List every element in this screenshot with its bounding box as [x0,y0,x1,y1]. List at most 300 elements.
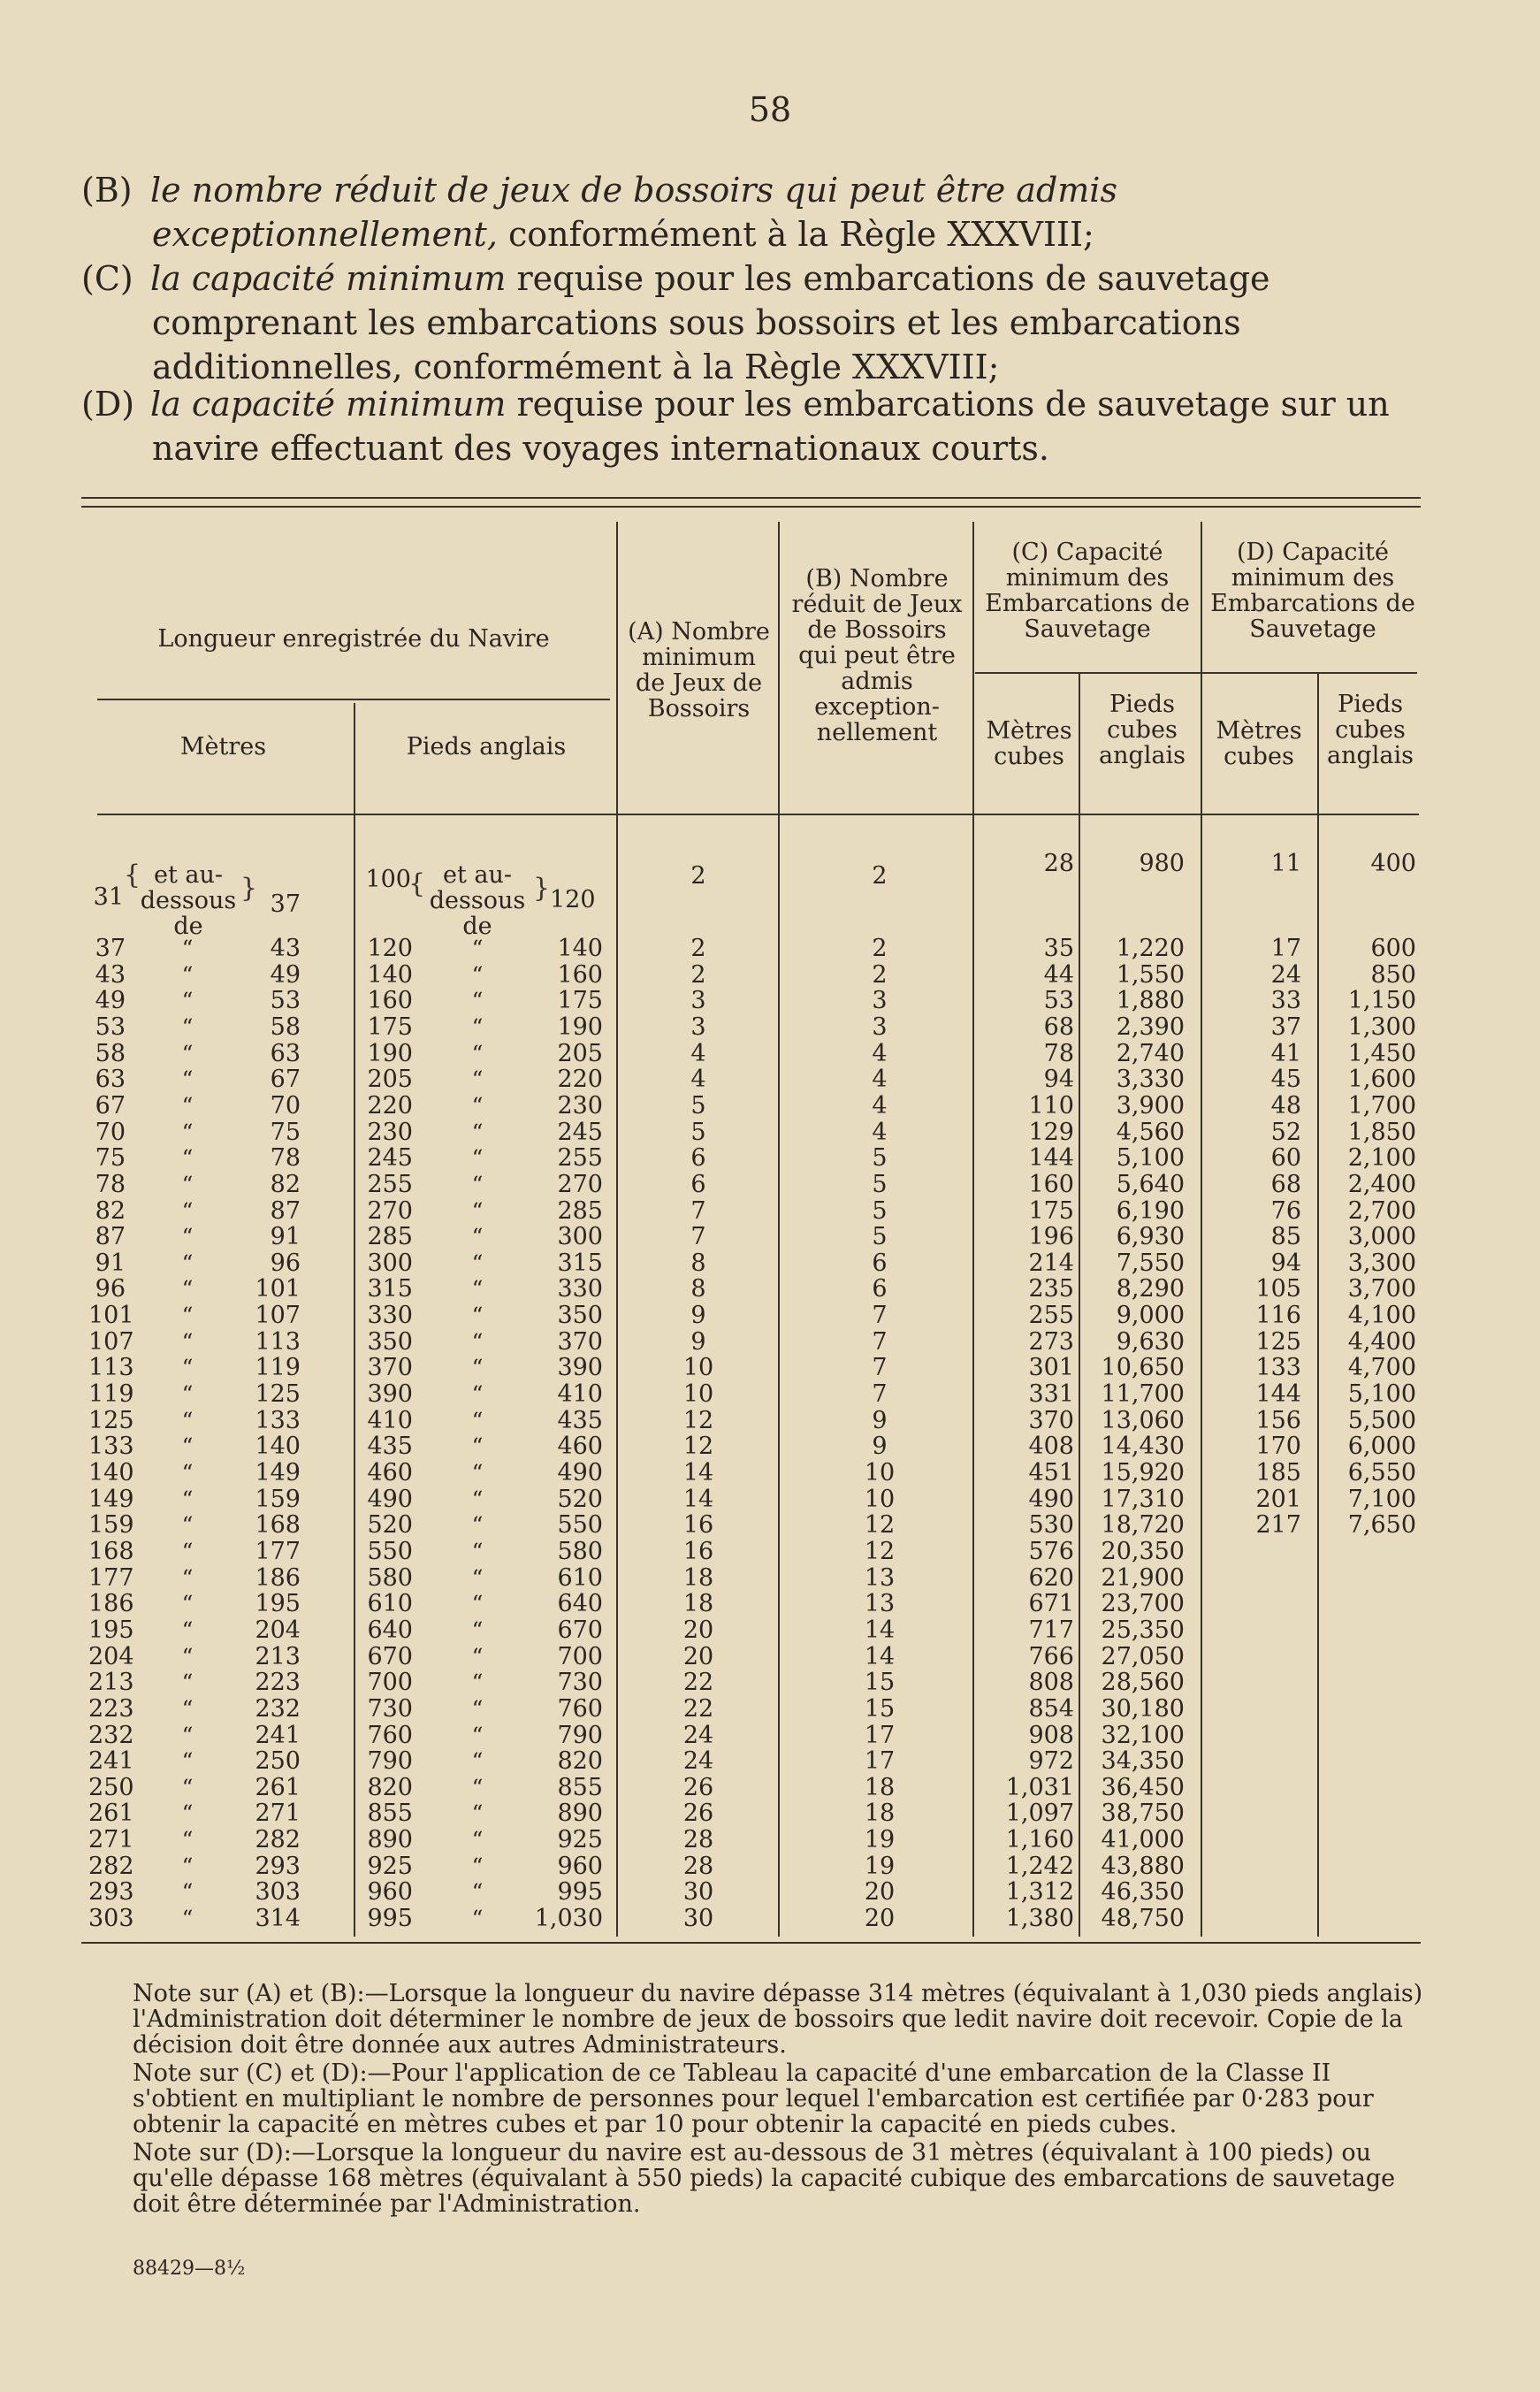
row-metres-from: 293 [88,1878,134,1906]
header-c-metres: Mètres cubes [986,717,1072,770]
header-longueur: Longueur enregistrée du Navire [157,625,550,653]
row-metres-to: 96 [270,1249,301,1277]
table-col-divider [616,522,618,1937]
row-c-metres: 854 [1028,1695,1074,1723]
row-ditto: “ [471,1381,484,1407]
row-col-b: 5 [872,1223,888,1250]
row-pieds-to: 205 [557,1040,603,1067]
row-c-pieds: 18,720 [1101,1511,1185,1539]
row-c-metres: 331 [1028,1380,1074,1408]
row-d-metres: 201 [1255,1486,1301,1513]
row-ditto: “ [181,1723,194,1748]
row-pieds-from: 790 [367,1747,413,1775]
row-pieds-from: 285 [367,1223,413,1250]
row-metres-from: 91 [95,1249,126,1277]
row-ditto: “ [471,1198,484,1224]
row-pieds-to: 730 [557,1669,603,1696]
first-row-col-a: 2 [690,862,706,890]
row-ditto: “ [471,1460,484,1486]
row-metres-from: 70 [95,1119,126,1146]
intro-paragraph-b [81,168,1434,256]
row-d-pieds: 4,100 [1347,1302,1416,1329]
row-metres-from: 140 [88,1459,134,1486]
row-pieds-from: 160 [367,987,413,1014]
row-col-a: 5 [690,1119,706,1146]
row-col-b: 5 [872,1171,888,1198]
intro-d-italic: la capacité minimum [150,385,507,424]
row-metres-to: 49 [270,961,301,989]
row-pieds-to: 520 [557,1486,603,1513]
row-metres-from: 96 [95,1275,126,1303]
row-ditto: “ [181,1670,194,1695]
row-d-metres: 156 [1255,1407,1301,1434]
row-c-metres: 1,242 [1005,1853,1074,1880]
brace-right-icon: } [240,873,258,904]
row-ditto: “ [181,1066,194,1092]
row-col-b: 7 [872,1354,888,1381]
row-c-pieds: 5,100 [1116,1144,1185,1172]
row-metres-from: 82 [95,1197,126,1225]
header-col-c: (C) Capacité minimum des Embarcations de Sauvetage [985,539,1190,643]
row-pieds-to: 995 [557,1878,603,1906]
intro-label-d: (D) [81,385,135,424]
row-metres-from: 186 [88,1590,134,1617]
row-ditto: “ [471,1591,484,1616]
row-pieds-from: 220 [367,1092,413,1120]
row-col-a: 20 [682,1616,714,1644]
row-col-a: 5 [690,1092,706,1120]
row-col-a: 14 [682,1459,714,1486]
row-col-a: 8 [690,1249,706,1277]
row-c-metres: 53 [1043,987,1074,1014]
header-c-pieds: Pieds cubes anglais [1099,691,1185,769]
row-c-metres: 451 [1028,1459,1074,1486]
first-row-c-pieds: 980 [1139,850,1185,877]
row-metres-from: 232 [88,1722,134,1749]
table-col-divider [972,522,974,1937]
row-col-a: 9 [690,1328,706,1356]
row-metres-to: 53 [270,987,301,1014]
row-pieds-from: 820 [367,1774,413,1801]
row-c-metres: 766 [1028,1643,1074,1670]
row-pieds-to: 245 [557,1119,603,1146]
row-c-pieds: 3,900 [1116,1092,1185,1120]
row-ditto: “ [471,1512,484,1538]
row-pieds-from: 140 [367,961,413,989]
row-metres-to: 159 [255,1486,301,1513]
row-c-pieds: 9,000 [1116,1302,1185,1329]
row-c-metres: 78 [1043,1040,1074,1067]
row-col-a: 18 [682,1590,714,1617]
row-c-metres: 129 [1028,1119,1074,1146]
row-d-metres: 76 [1270,1197,1301,1225]
row-metres-to: 119 [255,1354,301,1381]
row-d-metres: 94 [1270,1249,1301,1277]
row-col-b: 18 [864,1800,896,1827]
row-col-b: 2 [872,935,888,962]
row-pieds-from: 390 [367,1380,413,1408]
row-metres-to: 261 [255,1774,301,1801]
row-col-b: 14 [864,1643,896,1670]
row-c-metres: 408 [1028,1433,1074,1460]
intro-b-italic: le nombre réduit de jeux de bossoirs qui peut être admis exceptionnellement, [150,171,1117,254]
row-ditto: “ [181,988,194,1013]
row-d-pieds: 7,650 [1347,1511,1416,1539]
row-pieds-from: 730 [367,1695,413,1723]
row-ditto: “ [471,1879,484,1905]
first-row-d-pieds: 400 [1370,850,1416,877]
row-c-metres: 808 [1028,1669,1074,1696]
row-c-pieds: 13,060 [1101,1407,1185,1434]
row-metres-from: 101 [88,1302,134,1329]
row-d-pieds: 4,400 [1347,1328,1416,1356]
row-c-pieds: 17,310 [1101,1486,1185,1513]
row-pieds-from: 580 [367,1564,413,1592]
row-metres-to: 149 [255,1459,301,1486]
row-c-pieds: 6,190 [1116,1197,1185,1225]
row-pieds-to: 435 [557,1407,603,1434]
row-col-b: 13 [864,1564,896,1592]
intro-label-c: (C) [81,259,133,298]
row-col-b: 15 [864,1669,896,1696]
row-c-metres: 972 [1028,1747,1074,1775]
row-metres-to: 213 [255,1643,301,1670]
brace-right-icon: } [533,873,551,904]
row-ditto: “ [471,1329,484,1355]
row-ditto: “ [181,1198,194,1224]
table-bottom-rule [81,1942,1421,1944]
row-col-b: 12 [864,1511,896,1539]
intro-d-text: requise pour les embarcations de sauvetage sur un navire effectuant des voyages internationaux courts. [152,385,1390,468]
row-ditto: “ [471,1800,484,1826]
row-col-a: 9 [690,1302,706,1329]
row-d-pieds: 3,300 [1347,1249,1416,1277]
row-pieds-from: 610 [367,1590,413,1617]
row-c-pieds: 48,750 [1101,1905,1185,1932]
row-ditto: “ [181,1303,194,1328]
footer-code: 88429—8½ [133,2258,246,2280]
intro-b-text: conformément à la Règle XXXVIII; [497,215,1094,254]
row-pieds-to: 330 [557,1275,603,1303]
row-d-pieds: 6,000 [1347,1433,1416,1460]
row-ditto: “ [471,1723,484,1748]
intro-c-text: requise pour les embarcations de sauvetage comprenant les embarcations sous bossoirs et les embarcations additionnelles, conformément à la Règle XXXVIII; [152,259,1270,386]
row-c-pieds: 9,630 [1116,1328,1185,1356]
row-ditto: “ [471,1355,484,1380]
row-ditto: “ [471,962,484,988]
row-pieds-to: 220 [557,1066,603,1093]
row-c-metres: 1,380 [1005,1905,1074,1932]
row-c-metres: 175 [1028,1197,1074,1225]
row-ditto: “ [471,1433,484,1459]
row-metres-to: 223 [255,1669,301,1696]
row-d-pieds: 7,100 [1347,1486,1416,1513]
row-d-metres: 85 [1270,1223,1301,1250]
row-c-pieds: 36,450 [1101,1774,1185,1801]
row-col-a: 2 [690,961,706,989]
row-pieds-to: 1,030 [534,1905,603,1932]
row-c-pieds: 6,930 [1116,1223,1185,1250]
row-ditto: “ [181,1433,194,1459]
row-col-b: 12 [864,1538,896,1565]
row-col-b: 10 [864,1459,896,1486]
row-ditto: “ [471,1120,484,1145]
row-pieds-from: 330 [367,1302,413,1329]
row-d-pieds: 3,000 [1347,1223,1416,1250]
row-metres-to: 140 [255,1433,301,1460]
row-metres-from: 78 [95,1171,126,1198]
row-metres-from: 159 [88,1511,134,1539]
row-metres-from: 177 [88,1564,134,1592]
row-pieds-to: 760 [557,1695,603,1723]
row-col-b: 3 [872,987,888,1014]
row-col-a: 12 [682,1433,714,1460]
row-metres-from: 195 [88,1616,134,1644]
row-col-a: 4 [690,1040,706,1067]
row-metres-from: 133 [88,1433,134,1460]
row-d-pieds: 5,100 [1347,1380,1416,1408]
row-col-b: 4 [872,1092,888,1120]
row-col-b: 6 [872,1275,888,1303]
row-col-a: 26 [682,1800,714,1827]
row-ditto: “ [471,1617,484,1643]
table-col-divider [1079,672,1080,1937]
row-pieds-from: 520 [367,1511,413,1539]
row-col-a: 22 [682,1669,714,1696]
row-col-b: 2 [872,961,888,989]
row-d-metres: 48 [1270,1092,1301,1120]
row-c-pieds: 27,050 [1101,1643,1185,1670]
row-d-pieds: 1,600 [1347,1066,1416,1093]
row-d-pieds: 2,400 [1347,1171,1416,1198]
row-col-b: 9 [872,1407,888,1434]
row-col-b: 7 [872,1380,888,1408]
row-pieds-to: 820 [557,1747,603,1775]
row-d-metres: 170 [1255,1433,1301,1460]
note-c-d: Note sur (C) et (D):—Pour l'application de ce Tableau la capacité d'une embarcation de la Classe II s'obtient en multipliant le nombre de personnes pour lequel l'embarcation est certifiée par 0·283 pour obtenir la capacité en mètres cubes et par 10 pour obtenir la capacité en pieds cubes. [133,2060,1374,2138]
row-metres-to: 87 [270,1197,301,1225]
row-ditto: “ [181,1696,194,1722]
row-pieds-from: 410 [367,1407,413,1434]
header-rule [975,672,1417,674]
row-c-pieds: 11,700 [1101,1380,1185,1408]
row-ditto: “ [181,1355,194,1380]
row-c-pieds: 46,350 [1101,1878,1185,1906]
row-metres-to: 133 [255,1407,301,1434]
row-col-b: 14 [864,1616,896,1644]
row-d-metres: 52 [1270,1119,1301,1146]
row-c-pieds: 15,920 [1101,1459,1185,1486]
row-c-pieds: 3,330 [1116,1066,1185,1093]
row-col-a: 6 [690,1144,706,1172]
row-ditto: “ [471,1696,484,1722]
row-pieds-from: 925 [367,1853,413,1880]
row-ditto: “ [471,1670,484,1695]
row-pieds-from: 370 [367,1354,413,1381]
table-col-divider [1317,672,1319,1937]
row-col-b: 4 [872,1040,888,1067]
row-pieds-to: 700 [557,1643,603,1670]
row-ditto: “ [471,1276,484,1302]
row-col-b: 7 [872,1302,888,1329]
row-col-b: 18 [864,1774,896,1801]
row-pieds-from: 120 [367,935,413,962]
first-row-c-metres: 28 [1043,850,1074,877]
row-c-pieds: 38,750 [1101,1800,1185,1827]
row-col-b: 17 [864,1747,896,1775]
row-ditto: “ [471,1408,484,1433]
row-metres-from: 37 [95,935,126,962]
row-col-b: 6 [872,1249,888,1277]
row-c-pieds: 5,640 [1116,1171,1185,1198]
row-metres-to: 70 [270,1092,301,1120]
row-ditto: “ [471,1486,484,1512]
header-d-metres: Mètres cubes [1216,717,1302,770]
row-ditto: “ [181,1853,194,1879]
row-ditto: “ [471,1906,484,1931]
row-c-metres: 94 [1043,1066,1074,1093]
row-pieds-from: 175 [367,1013,413,1041]
row-c-pieds: 14,430 [1101,1433,1185,1460]
row-c-metres: 196 [1028,1223,1074,1250]
row-metres-to: 107 [255,1302,301,1329]
row-col-a: 3 [690,987,706,1014]
row-metres-to: 101 [255,1275,301,1303]
row-metres-from: 282 [88,1853,134,1880]
row-pieds-to: 370 [557,1328,603,1356]
row-d-metres: 45 [1270,1066,1301,1093]
row-col-a: 20 [682,1643,714,1670]
row-ditto: “ [471,1014,484,1040]
row-c-pieds: 21,900 [1101,1564,1185,1592]
row-ditto: “ [181,1460,194,1486]
row-pieds-to: 890 [557,1800,603,1827]
row-metres-from: 75 [95,1144,126,1172]
row-col-a: 16 [682,1538,714,1565]
row-pieds-to: 390 [557,1354,603,1381]
row-d-pieds: 1,150 [1347,987,1416,1014]
row-ditto: “ [471,1303,484,1328]
row-d-metres: 133 [1255,1354,1301,1381]
row-col-b: 5 [872,1144,888,1172]
row-ditto: “ [181,1565,194,1591]
row-ditto: “ [471,936,484,961]
row-c-metres: 620 [1028,1564,1074,1592]
first-row-metres-from: 31 [93,883,124,911]
row-c-pieds: 10,650 [1101,1354,1185,1381]
row-col-b: 20 [864,1905,896,1932]
row-c-pieds: 41,000 [1101,1826,1185,1853]
row-ditto: “ [471,1172,484,1197]
row-pieds-from: 255 [367,1171,413,1198]
row-pieds-to: 315 [557,1249,603,1277]
row-metres-from: 204 [88,1643,134,1670]
header-rule [97,699,610,700]
row-pieds-to: 230 [557,1092,603,1120]
row-ditto: “ [181,1408,194,1433]
row-metres-from: 303 [88,1905,134,1932]
row-col-a: 14 [682,1486,714,1513]
row-d-pieds: 6,550 [1347,1459,1416,1486]
row-metres-to: 177 [255,1538,301,1565]
row-col-b: 17 [864,1722,896,1749]
row-c-pieds: 25,350 [1101,1616,1185,1644]
row-c-pieds: 28,560 [1101,1669,1185,1696]
row-c-metres: 214 [1028,1249,1074,1277]
row-ditto: “ [181,1381,194,1407]
row-metres-to: 43 [270,935,301,962]
row-pieds-to: 270 [557,1171,603,1198]
row-pieds-to: 580 [557,1538,603,1565]
row-c-pieds: 32,100 [1101,1722,1185,1749]
row-col-a: 26 [682,1774,714,1801]
row-pieds-to: 610 [557,1564,603,1592]
row-metres-to: 303 [255,1878,301,1906]
row-d-metres: 60 [1270,1144,1301,1172]
row-pieds-to: 925 [557,1826,603,1853]
row-metres-to: 186 [255,1564,301,1592]
header-col-a: (A) Nombre minimum de Jeux de Bossoirs [628,618,770,722]
row-pieds-from: 550 [367,1538,413,1565]
row-d-metres: 144 [1255,1380,1301,1408]
row-d-metres: 125 [1255,1328,1301,1356]
row-col-b: 19 [864,1853,896,1880]
row-c-metres: 144 [1028,1144,1074,1172]
row-c-pieds: 23,700 [1101,1590,1185,1617]
row-c-pieds: 1,220 [1116,935,1185,962]
row-d-pieds: 4,700 [1347,1354,1416,1381]
row-pieds-from: 435 [367,1433,413,1460]
first-row-pieds-from: 100 [365,866,411,893]
note-d: Note sur (D):—Lorsque la longueur du navire est au-dessous de 31 mètres (équivalant à 100 pieds) ou qu'elle dépasse 168 mètres (équivalant à 550 pieds) la capacité cubique des embarcations de sauvetage doit être déterminée par l'Administration. [133,2139,1396,2218]
row-ditto: “ [471,1250,484,1276]
row-c-metres: 908 [1028,1722,1074,1749]
row-ditto: “ [181,962,194,988]
row-c-metres: 1,097 [1005,1800,1074,1827]
row-metres-from: 223 [88,1695,134,1723]
row-c-metres: 110 [1028,1092,1074,1120]
row-pieds-from: 640 [367,1616,413,1644]
row-pieds-from: 350 [367,1328,413,1356]
row-col-a: 18 [682,1564,714,1592]
row-pieds-from: 315 [367,1275,413,1303]
row-ditto: “ [471,1827,484,1853]
first-row-metres-to: 37 [270,890,301,918]
row-c-metres: 671 [1028,1590,1074,1617]
row-c-metres: 1,031 [1005,1774,1074,1801]
row-ditto: “ [181,1748,194,1774]
row-col-a: 7 [690,1197,706,1225]
row-metres-from: 261 [88,1800,134,1827]
row-pieds-to: 640 [557,1590,603,1617]
row-d-metres: 116 [1255,1302,1301,1329]
row-ditto: “ [181,936,194,961]
row-d-metres: 217 [1255,1511,1301,1539]
row-ditto: “ [181,1591,194,1616]
row-col-a: 16 [682,1511,714,1539]
row-ditto: “ [181,1800,194,1826]
row-pieds-from: 460 [367,1459,413,1486]
row-ditto: “ [181,1539,194,1564]
row-d-pieds: 3,700 [1347,1275,1416,1303]
row-pieds-to: 175 [557,987,603,1014]
row-pieds-to: 490 [557,1459,603,1486]
row-metres-from: 250 [88,1774,134,1801]
row-metres-from: 43 [95,961,126,989]
row-c-pieds: 2,390 [1116,1013,1185,1041]
row-metres-to: 250 [255,1747,301,1775]
row-col-a: 28 [682,1826,714,1853]
